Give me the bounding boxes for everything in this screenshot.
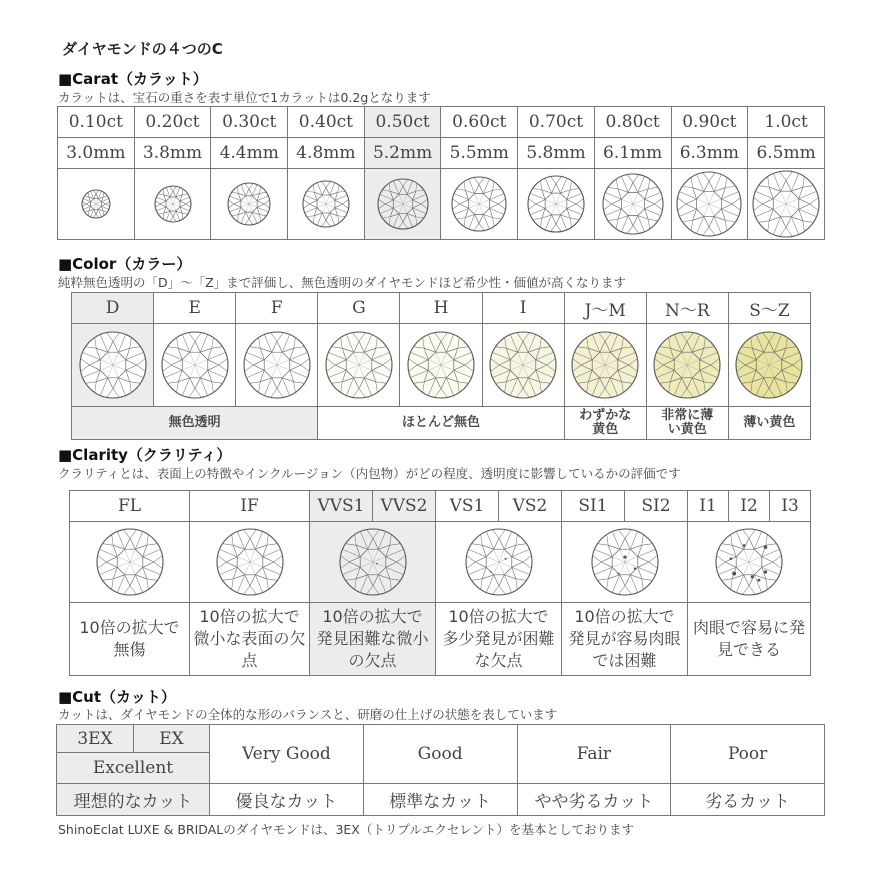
carat-weight: 0.10ct [58, 107, 135, 138]
color-grade: E [154, 293, 236, 324]
carat-diamond-icon [58, 169, 135, 240]
clarity-table [69, 490, 811, 676]
carat-diamond-icon [518, 169, 595, 240]
clarity-label-vs: 10倍の拡大で多少発見が困難な欠点 [436, 603, 562, 676]
carat-size: 4.4mm [211, 138, 288, 169]
cut-grade-fair: Fair [517, 725, 671, 784]
clarity-img-si [562, 522, 688, 603]
clarity-img-if [190, 522, 310, 603]
color-diamond-icon [318, 324, 400, 407]
cut-description: カットは、ダイヤモンドの全体的な形のバランスと、研磨の仕上げの状態を表しています [58, 707, 558, 722]
clarity-grade-vs1: VS1 [436, 491, 499, 522]
carat-diamond-icon [441, 169, 518, 240]
carat-diamond-icon [211, 169, 288, 240]
carat-size: 5.5mm [441, 138, 518, 169]
carat-weight: 0.70ct [518, 107, 595, 138]
carat-weight: 0.60ct [441, 107, 518, 138]
carat-weight: 0.50ct [364, 107, 441, 138]
clarity-grade-i3: I3 [770, 491, 811, 522]
color-diamond-icon [482, 324, 564, 407]
carat-size: 3.8mm [134, 138, 211, 169]
color-label-colorless: 無色透明 [72, 407, 318, 440]
color-grade: I [482, 293, 564, 324]
clarity-grade-i1: I1 [688, 491, 729, 522]
carat-diamond-icon [748, 169, 825, 240]
clarity-grade-si1: SI1 [562, 491, 625, 522]
carat-size: 5.8mm [518, 138, 595, 169]
clarity-grade-vvs1: VVS1 [310, 491, 373, 522]
color-diamond-icon [154, 324, 236, 407]
carat-size: 6.3mm [671, 138, 748, 169]
carat-weight: 0.90ct [671, 107, 748, 138]
color-grade: H [400, 293, 482, 324]
clarity-grade-if: IF [190, 491, 310, 522]
cut-grade-good: Good [363, 725, 517, 784]
clarity-label-vvs: 10倍の拡大で発見困難な微小の欠点 [310, 603, 436, 676]
carat-size: 6.1mm [594, 138, 671, 169]
carat-heading: ■Carat（カラット） [58, 70, 208, 88]
color-diamond-icon [564, 324, 646, 407]
clarity-description: クラリティとは、表面上の特徴やインクルージョン（内包物）がどの程度、透明度に影響しているかの評価です [58, 466, 681, 481]
clarity-label-fl: 10倍の拡大で無傷 [70, 603, 190, 676]
clarity-label-si: 10倍の拡大で発見が容易肉眼では困難 [562, 603, 688, 676]
clarity-label-if: 10倍の拡大で微小な表面の欠点 [190, 603, 310, 676]
color-grade: D [72, 293, 154, 324]
carat-weight: 0.40ct [288, 107, 365, 138]
carat-weight: 1.0ct [748, 107, 825, 138]
clarity-grade-vvs2: VVS2 [373, 491, 436, 522]
carat-description: カラットは、宝石の重さを表す単位で1カラットは0.2gとなります [58, 90, 431, 105]
color-label-near-colorless: ほとんど無色 [318, 407, 564, 440]
clarity-grade-vs2: VS2 [499, 491, 562, 522]
cut-label-slightly-poor: やや劣るカット [517, 784, 671, 816]
color-diamond-icon [646, 324, 728, 407]
clarity-grade-fl: FL [70, 491, 190, 522]
footer-note: ShinoEclat LUXE & BRIDALのダイヤモンドは、3EX（トリプルエクセレント）を基本としております [58, 822, 635, 837]
clarity-grade-i2: I2 [729, 491, 770, 522]
color-label-faint: わずかな黄色 [564, 407, 646, 440]
carat-diamond-icon [364, 169, 441, 240]
cut-label-excellent: 優良なカット [210, 784, 364, 816]
color-diamond-icon [400, 324, 482, 407]
color-diamond-icon [72, 324, 154, 407]
cut-grade-ex: EX [134, 725, 210, 753]
cut-grade-3ex: 3EX [57, 725, 134, 753]
cut-label-poor: 劣るカット [671, 784, 825, 816]
clarity-img-vs [436, 522, 562, 603]
cut-table [56, 724, 825, 816]
carat-weight: 0.30ct [211, 107, 288, 138]
color-grade: G [318, 293, 400, 324]
color-diamond-icon [728, 324, 810, 407]
carat-weight: 0.20ct [134, 107, 211, 138]
cut-grade-excellent: Excellent [57, 753, 210, 784]
carat-size: 5.2mm [364, 138, 441, 169]
cut-grade-poor: Poor [671, 725, 825, 784]
carat-diamond-icon [134, 169, 211, 240]
color-grade: S～Z [728, 293, 810, 324]
color-diamond-icon [236, 324, 318, 407]
cut-label-standard: 標準なカット [363, 784, 517, 816]
carat-weight: 0.80ct [594, 107, 671, 138]
carat-size: 4.8mm [288, 138, 365, 169]
carat-diamond-icon [288, 169, 365, 240]
carat-size: 3.0mm [58, 138, 135, 169]
clarity-heading: ■Clarity（クラリティ） [58, 446, 232, 464]
color-grade: F [236, 293, 318, 324]
color-label-very-light: 非常に薄い黄色 [646, 407, 728, 440]
color-grade: J～M [564, 293, 646, 324]
cut-heading: ■Cut（カット） [58, 688, 176, 706]
page-title: ダイヤモンドの４つのC [62, 40, 223, 58]
carat-table [57, 106, 825, 240]
cut-grade-very-good: Very Good [210, 725, 364, 784]
clarity-label-i: 肉眼で容易に発見できる [688, 603, 811, 676]
cut-label-ideal: 理想的なカット [57, 784, 210, 816]
clarity-img-vvs [310, 522, 436, 603]
carat-diamond-icon [671, 169, 748, 240]
color-grade: N～R [646, 293, 728, 324]
clarity-img-i [688, 522, 811, 603]
carat-size: 6.5mm [748, 138, 825, 169]
color-table [71, 292, 811, 440]
clarity-grade-si2: SI2 [625, 491, 688, 522]
color-label-light: 薄い黄色 [728, 407, 810, 440]
color-heading: ■Color（カラー） [58, 255, 192, 273]
color-description: 純粋無色透明の「D」～「Z」まで評価し、無色透明のダイヤモンドほど希少性・価値が高くなります [58, 275, 626, 290]
clarity-img-fl [70, 522, 190, 603]
carat-diamond-icon [594, 169, 671, 240]
